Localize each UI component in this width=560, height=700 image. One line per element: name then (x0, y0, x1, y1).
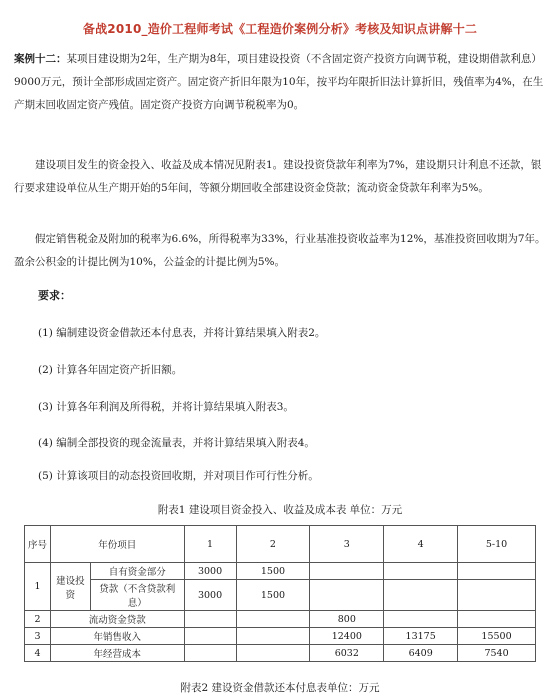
case-paragraph-1 (14, 48, 546, 117)
requirement-1: (1) 编制建设资金借款还本付息表，并将计算结果填入附表2。 (38, 327, 326, 339)
row-no: 1 (25, 563, 51, 611)
cell-value: 15500 (458, 628, 536, 645)
row-sublabel: 贷款（不含贷款利息） (90, 580, 184, 611)
table-row (25, 580, 536, 611)
cell-empty (184, 645, 236, 662)
table-row (25, 645, 536, 662)
cell-empty (458, 563, 536, 580)
case-label: 案例十二： (14, 53, 67, 65)
cell-value: 800 (310, 611, 384, 628)
requirement-2: (2) 计算各年固定资产折旧额。 (38, 364, 183, 376)
header-year-3: 3 (310, 526, 384, 563)
header-item: 年份项目 (50, 526, 184, 563)
cell-value: 3000 (184, 580, 236, 611)
header-year-2: 2 (236, 526, 310, 563)
header-year-1: 1 (184, 526, 236, 563)
requirements-heading: 要求： (38, 289, 71, 302)
cell-value: 7540 (458, 645, 536, 662)
row-label: 年销售收入 (50, 628, 184, 645)
cell-value: 1500 (236, 580, 310, 611)
cell-empty (236, 645, 310, 662)
row-label: 年经营成本 (50, 645, 184, 662)
table-row (25, 628, 536, 645)
cell-value: 3000 (184, 563, 236, 580)
header-no: 序号 (25, 526, 51, 563)
cell-empty (310, 580, 384, 611)
cell-value: 6032 (310, 645, 384, 662)
cost-table (24, 525, 536, 662)
cell-value: 12400 (310, 628, 384, 645)
cell-empty (384, 563, 458, 580)
row-no: 2 (25, 611, 51, 628)
case-paragraph-3: 假定销售税金及附加的税率为6.6%，所得税率为33%，行业基准投资收益率为12%，基准投资回收期为7年。盈余公积金的计提比例为10%，公益金的计提比例为5%。 (14, 233, 546, 268)
cell-empty (310, 563, 384, 580)
requirement-4: (4) 编制全部投资的现金流量表，并将计算结果填入附表4。 (38, 437, 315, 449)
cell-empty (236, 611, 310, 628)
row-group-label: 建设投资 (50, 563, 90, 611)
cell-value: 13175 (384, 628, 458, 645)
table-header-row (25, 526, 536, 563)
cell-empty (384, 580, 458, 611)
table1-caption: 附表1 建设项目资金投入、收益及成本表 单位：万元 (157, 504, 403, 516)
cell-value: 1500 (236, 563, 310, 580)
cell-empty (458, 580, 536, 611)
case-text-1: 某项目建设期为2年，生产期为8年，项目建设投资（不含固定资产投资方向调节税，建设期借款利息）9000万元，预计全部形成固定资产。固定资产折旧年限为10年，按平均年限折旧法计算折旧，残值率为4%，在生产期末回收固定资产残值。固定资产投资方向调节税税率为0。 (14, 53, 544, 111)
header-year-4: 4 (384, 526, 458, 563)
cell-empty (458, 611, 536, 628)
cell-empty (236, 628, 310, 645)
requirement-3: (3) 计算各年利润及所得税，并将计算结果填入附表3。 (38, 401, 294, 413)
row-no: 4 (25, 645, 51, 662)
header-year-5-10: 5-10 (458, 526, 536, 563)
table-row (25, 611, 536, 628)
case-paragraph-2: 建设项目发生的资金投入、收益及成本情况见附表1。建设投资贷款年利率为7%，建设期只计利息不还款，银行要求建设单位从生产期开始的5年间，等额分期回收全部建设资金贷款；流动资金贷款年利率为5%。 (14, 159, 542, 194)
requirement-5: (5) 计算该项目的动态投资回收期，并对项目作可行性分析。 (38, 470, 319, 482)
row-no: 3 (25, 628, 51, 645)
row-sublabel: 自有资金部分 (90, 563, 184, 580)
row-label: 流动资金贷款 (50, 611, 184, 628)
table-row (25, 563, 536, 580)
cell-empty (384, 611, 458, 628)
cell-empty (184, 611, 236, 628)
cell-value: 6409 (384, 645, 458, 662)
table2-caption: 附表2 建设资金借款还本付息表单位：万元 (180, 682, 380, 694)
cell-empty (184, 628, 236, 645)
page-title: 备战2010_造价工程师考试《工程造价案例分析》考核及知识点讲解十二 (82, 22, 478, 36)
